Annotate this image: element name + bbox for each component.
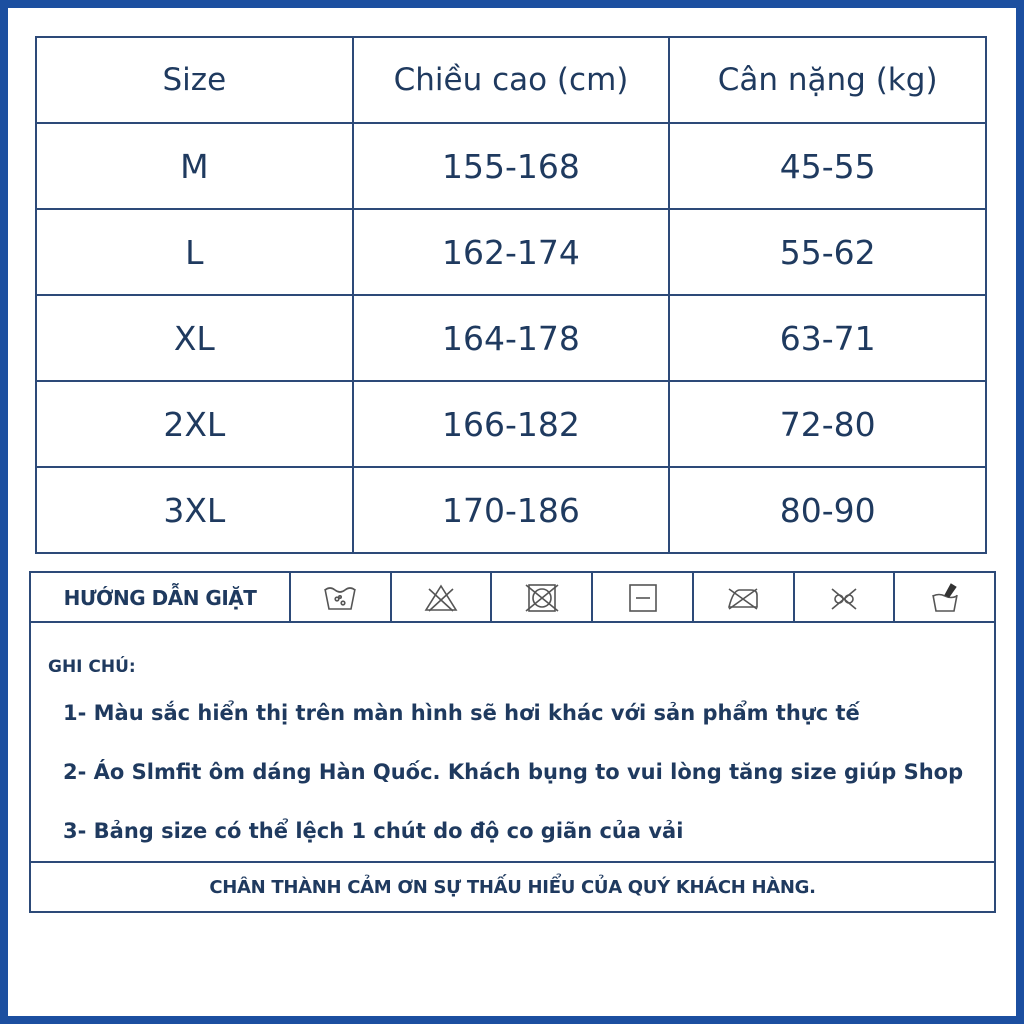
header-size: Size xyxy=(36,37,353,123)
cell-size: 2XL xyxy=(36,381,353,467)
no-bleach-icon xyxy=(421,581,461,615)
no-dry-clean-icon xyxy=(824,581,864,615)
low-iron-icon xyxy=(723,581,763,615)
flat-dry-icon xyxy=(623,581,663,615)
cell-size: XL xyxy=(36,295,353,381)
header-weight: Cân nặng (kg) xyxy=(669,37,986,123)
wash-guide-row xyxy=(29,571,996,623)
size-table xyxy=(35,36,987,554)
note-item: 1- Màu sắc hiển thị trên màn hình sẽ hơi khác với sản phẩm thực tế xyxy=(63,701,860,725)
cell-weight: 45-55 xyxy=(669,123,986,209)
no-tumble-dry-icon xyxy=(522,581,562,615)
cell-height: 170-186 xyxy=(353,467,670,553)
table-row xyxy=(36,381,986,467)
cell-height: 164-178 xyxy=(353,295,670,381)
wash-guide-title: HƯỚNG DẪN GIẶT xyxy=(31,573,291,623)
wash-30-icon xyxy=(320,581,360,615)
note-item: 2- Áo Slmfit ôm dáng Hàn Quốc. Khách bụng to vui lòng tăng size giúp Shop xyxy=(63,760,964,784)
cell-weight: 80-90 xyxy=(669,467,986,553)
table-row xyxy=(36,295,986,381)
wash-cell xyxy=(392,573,493,623)
note-item: 3- Bảng size có thể lệch 1 chút do độ co giãn của vải xyxy=(63,819,684,843)
table-row xyxy=(36,123,986,209)
table-row xyxy=(36,209,986,295)
table-header-row xyxy=(36,37,986,123)
cell-height: 166-182 xyxy=(353,381,670,467)
cell-size: L xyxy=(36,209,353,295)
wash-cell xyxy=(795,573,896,623)
cell-weight: 63-71 xyxy=(669,295,986,381)
cell-weight: 72-80 xyxy=(669,381,986,467)
notes-box xyxy=(29,621,996,863)
wash-cell xyxy=(593,573,694,623)
thank-you-footer: CHÂN THÀNH CẢM ƠN SỰ THẤU HIỂU CỦA QUÝ KHÁCH HÀNG. xyxy=(29,861,996,913)
hand-wash-icon xyxy=(925,581,965,615)
cell-weight: 55-62 xyxy=(669,209,986,295)
cell-size: M xyxy=(36,123,353,209)
cell-height: 162-174 xyxy=(353,209,670,295)
notes-title: GHI CHÚ: xyxy=(48,657,136,677)
cell-height: 155-168 xyxy=(353,123,670,209)
wash-cell xyxy=(291,573,392,623)
wash-cell xyxy=(694,573,795,623)
wash-cell xyxy=(492,573,593,623)
wash-cell xyxy=(895,573,994,623)
cell-size: 3XL xyxy=(36,467,353,553)
header-height: Chiều cao (cm) xyxy=(353,37,670,123)
table-row xyxy=(36,467,986,553)
